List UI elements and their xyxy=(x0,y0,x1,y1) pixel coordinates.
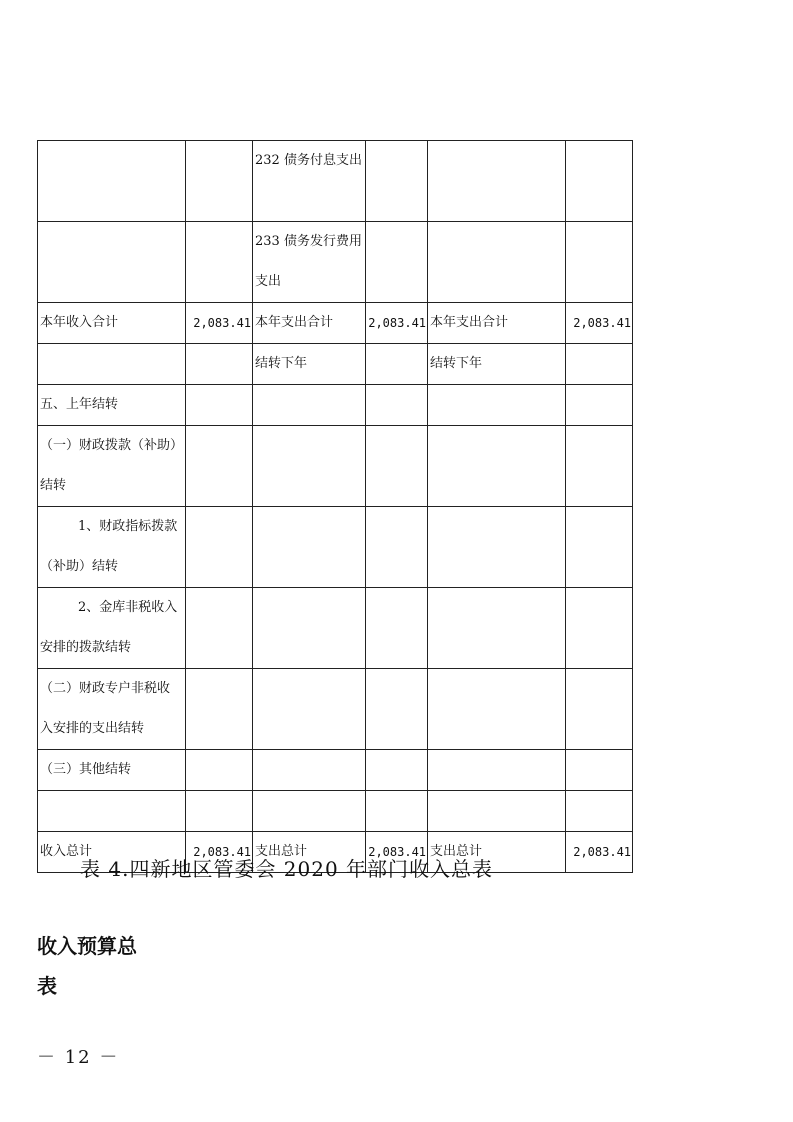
cell-text: 支出总计 xyxy=(255,844,308,859)
cell-text xyxy=(40,181,183,221)
cell-text xyxy=(568,750,631,790)
table-cell xyxy=(38,588,186,669)
table-cell xyxy=(186,385,253,426)
cell-text: 结转下年 xyxy=(255,356,308,371)
table-cell xyxy=(186,750,253,791)
table-cell xyxy=(253,507,366,588)
table-row xyxy=(38,222,633,303)
table-cell xyxy=(38,507,186,588)
cell-text: 入安排的支出结转 xyxy=(40,721,145,736)
cell-text xyxy=(255,385,363,425)
cell-text xyxy=(368,141,426,181)
cell-text: 支出总计 xyxy=(430,844,483,859)
cell-text xyxy=(188,750,251,790)
cell-text xyxy=(188,344,251,384)
table-cell xyxy=(566,303,633,344)
table-cell xyxy=(566,588,633,669)
cell-text xyxy=(430,588,563,628)
section-heading-line1: 收入预算总 xyxy=(37,934,137,958)
cell-text xyxy=(188,669,251,709)
cell-text xyxy=(430,222,563,262)
table-row xyxy=(38,750,633,791)
table-cell xyxy=(428,344,566,385)
cell-text xyxy=(368,344,426,384)
table-cell xyxy=(566,222,633,303)
cell-text: 收入总计 xyxy=(40,844,93,859)
table-row xyxy=(38,141,633,222)
table-cell xyxy=(428,507,566,588)
table-cell xyxy=(253,222,366,303)
table-cell xyxy=(38,750,186,791)
table-cell xyxy=(186,507,253,588)
cell-text xyxy=(430,669,563,709)
cell-text: （一）财政拨款（补助） xyxy=(40,438,184,453)
table-cell xyxy=(366,588,428,669)
cell-text: 2,083.41 xyxy=(573,316,632,330)
table-cell xyxy=(186,791,253,832)
table-row xyxy=(38,791,633,832)
table-cell xyxy=(566,832,633,873)
table-cell xyxy=(566,669,633,750)
cell-text xyxy=(568,222,631,262)
cell-text xyxy=(368,750,426,790)
table-cell xyxy=(366,669,428,750)
cell-text: 本年支出合计 xyxy=(255,315,334,330)
table-row xyxy=(38,344,633,385)
cell-text xyxy=(568,426,631,466)
cell-text xyxy=(368,507,426,547)
cell-text xyxy=(255,750,363,790)
table-row xyxy=(38,507,633,588)
page-number: － 12 － xyxy=(37,1047,120,1068)
table-cell xyxy=(38,344,186,385)
table-cell xyxy=(428,141,566,222)
table-cell xyxy=(253,303,366,344)
cell-text: 五、上年结转 xyxy=(40,397,119,412)
cell-text xyxy=(255,507,363,547)
cell-text xyxy=(255,588,363,628)
cell-text xyxy=(430,750,563,790)
cell-text: 结转下年 xyxy=(430,356,483,371)
cell-text: 2,083.41 xyxy=(193,845,252,859)
cell-text xyxy=(568,507,631,547)
table-cell xyxy=(366,750,428,791)
cell-text: 1、财政指标拨款 xyxy=(78,519,178,534)
cell-text xyxy=(40,222,183,262)
table-cell xyxy=(186,669,253,750)
table-cell xyxy=(38,303,186,344)
table-cell xyxy=(253,791,366,832)
table-cell xyxy=(253,588,366,669)
cell-text: 2、金库非税收入 xyxy=(78,600,178,615)
cell-text xyxy=(188,588,251,628)
table-cell xyxy=(566,791,633,832)
table-row xyxy=(38,426,633,507)
cell-text xyxy=(368,385,426,425)
cell-text xyxy=(430,507,563,547)
budget-table-body xyxy=(38,141,633,873)
table-row xyxy=(38,669,633,750)
cell-text xyxy=(430,385,563,425)
cell-text: 本年收入合计 xyxy=(40,315,119,330)
table-cell xyxy=(253,669,366,750)
cell-text xyxy=(368,669,426,709)
table-cell xyxy=(253,750,366,791)
cell-text xyxy=(188,791,251,831)
table-cell xyxy=(253,141,366,222)
table-cell xyxy=(428,669,566,750)
table-cell xyxy=(38,791,186,832)
cell-text xyxy=(188,426,251,466)
cell-text: 232 债务付息支出 xyxy=(255,153,362,168)
table-cell xyxy=(366,507,428,588)
cell-text xyxy=(40,791,183,831)
cell-text: 支出 xyxy=(255,274,282,289)
table-cell xyxy=(186,588,253,669)
cell-text xyxy=(188,507,251,547)
cell-text: 本年支出合计 xyxy=(430,315,509,330)
table-cell xyxy=(38,141,186,222)
table-cell xyxy=(38,222,186,303)
table-cell xyxy=(253,344,366,385)
cell-text xyxy=(188,141,251,181)
cell-text xyxy=(368,426,426,466)
cell-text: 2,083.41 xyxy=(193,316,252,330)
table-cell xyxy=(186,344,253,385)
cell-text xyxy=(568,385,631,425)
table-cell xyxy=(253,385,366,426)
cell-text: 安排的拨款结转 xyxy=(40,640,132,655)
table-cell xyxy=(186,426,253,507)
cell-text xyxy=(568,669,631,709)
table-cell xyxy=(428,750,566,791)
table-cell xyxy=(186,222,253,303)
cell-text xyxy=(188,222,251,262)
table-cell xyxy=(566,507,633,588)
table-cell xyxy=(366,791,428,832)
table-cell xyxy=(366,385,428,426)
table-cell xyxy=(566,141,633,222)
table-cell xyxy=(253,426,366,507)
cell-text: （补助）结转 xyxy=(40,559,119,574)
table-cell xyxy=(366,222,428,303)
cell-text xyxy=(40,344,183,384)
table-cell xyxy=(186,141,253,222)
cell-text xyxy=(430,141,563,181)
cell-text xyxy=(368,791,426,831)
table-cell xyxy=(428,588,566,669)
table-row xyxy=(38,385,633,426)
cell-text: （三）其他结转 xyxy=(40,762,132,777)
cell-text xyxy=(368,588,426,628)
table-cell xyxy=(428,222,566,303)
table-caption: 表 4.四新地区管委会 2020 年部门收入总表 xyxy=(80,857,494,881)
cell-text xyxy=(188,385,251,425)
table-cell xyxy=(428,385,566,426)
cell-text xyxy=(40,141,183,181)
cell-text xyxy=(255,669,363,709)
table-row xyxy=(38,303,633,344)
cell-text xyxy=(568,141,631,181)
cell-text xyxy=(255,426,363,466)
table-cell xyxy=(186,303,253,344)
table-cell xyxy=(566,385,633,426)
table-cell xyxy=(566,426,633,507)
budget-table xyxy=(37,140,633,873)
table-cell xyxy=(366,141,428,222)
cell-text xyxy=(255,791,363,831)
cell-text: 2,083.41 xyxy=(368,845,427,859)
cell-text: （二）财政专户非税收 xyxy=(40,681,171,696)
table-cell xyxy=(38,426,186,507)
section-heading-line2: 表 xyxy=(37,974,57,998)
cell-text xyxy=(568,588,631,628)
table-cell xyxy=(366,303,428,344)
table-cell xyxy=(428,303,566,344)
cell-text xyxy=(568,344,631,384)
cell-text: 2,083.41 xyxy=(368,316,427,330)
table-cell xyxy=(428,791,566,832)
table-cell xyxy=(38,669,186,750)
cell-text xyxy=(430,426,563,466)
cell-text: 结转 xyxy=(40,478,67,493)
cell-text xyxy=(568,791,631,831)
table-cell xyxy=(38,385,186,426)
table-cell xyxy=(366,426,428,507)
table-cell xyxy=(366,344,428,385)
table-cell xyxy=(566,344,633,385)
table-row xyxy=(38,588,633,669)
cell-text: 2,083.41 xyxy=(573,845,632,859)
table-cell xyxy=(428,426,566,507)
cell-text xyxy=(368,222,426,262)
cell-text xyxy=(430,791,563,831)
cell-text: 233 债务发行费用 xyxy=(255,234,362,249)
table-cell xyxy=(566,750,633,791)
